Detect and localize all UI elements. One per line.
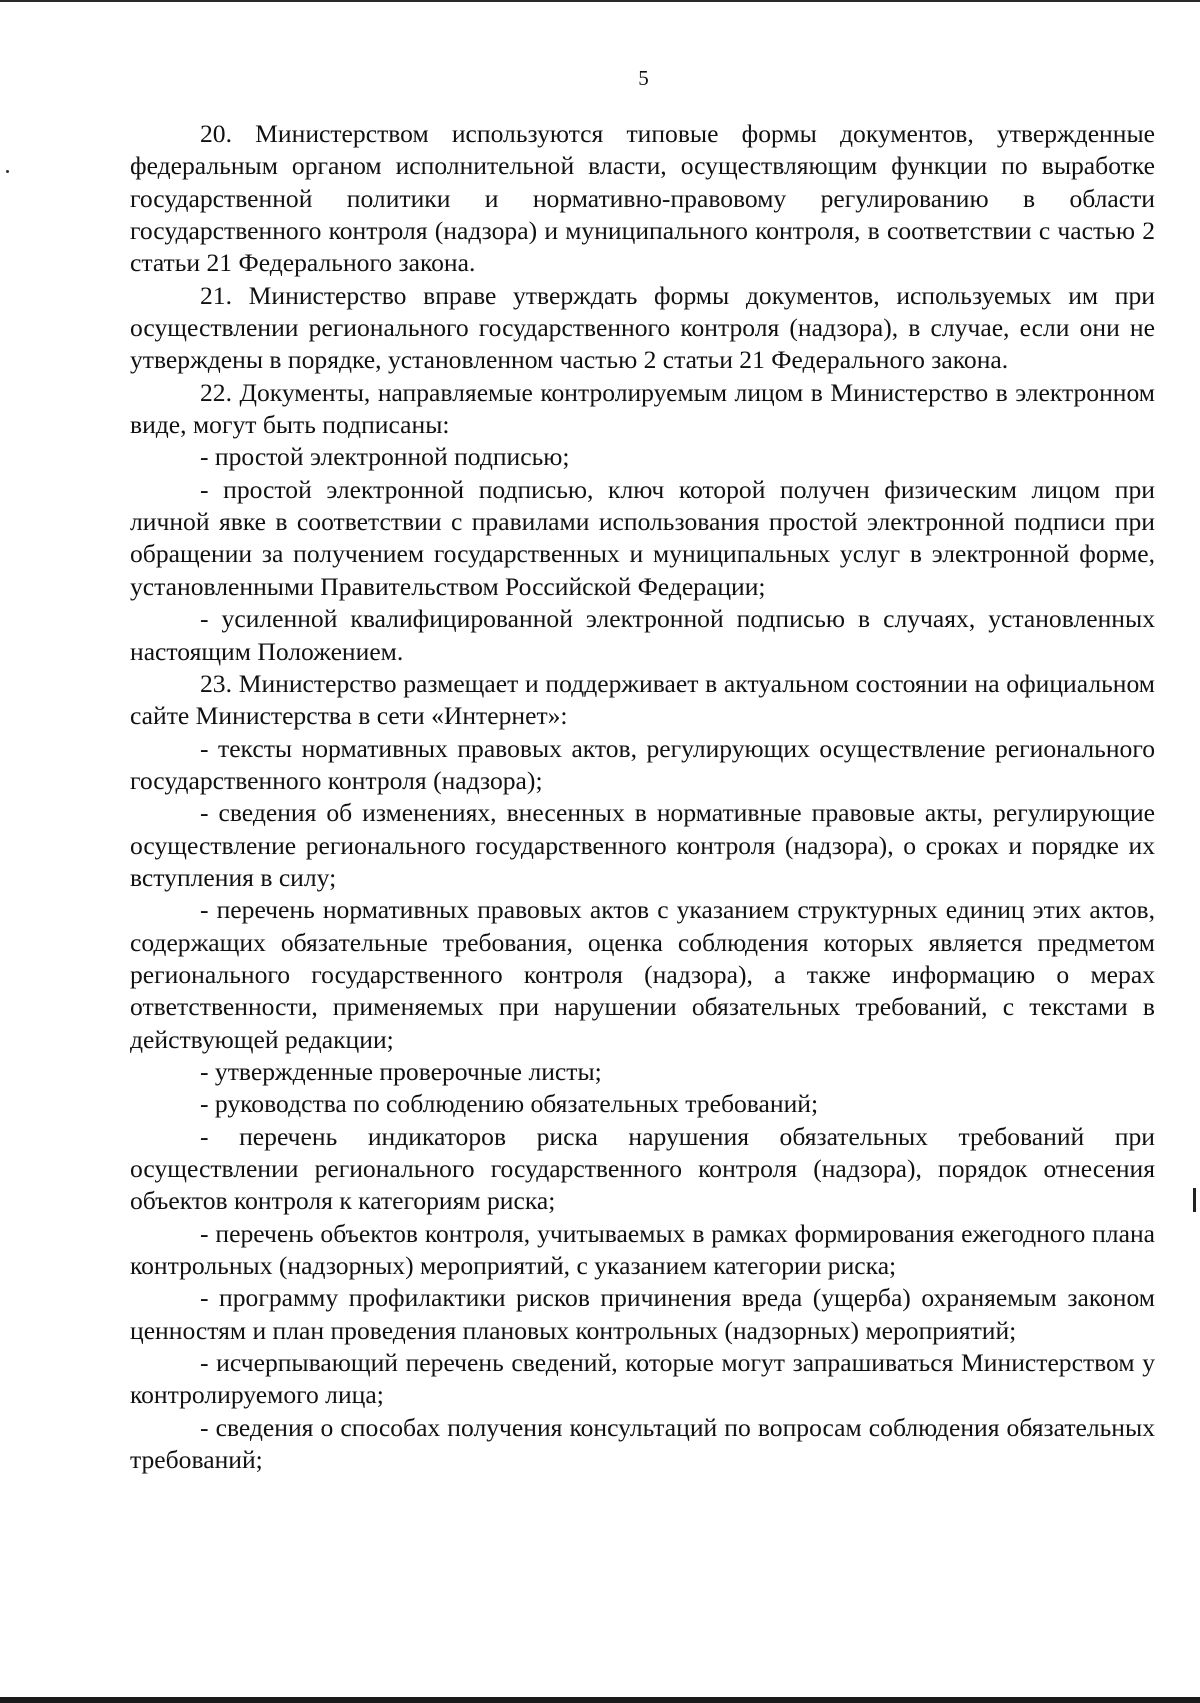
list-item: - исчерпывающий перечень сведений, которые могут запрашиваться Министерством у контролируемого лица; — [130, 1348, 1155, 1410]
list-item: - перечень объектов контроля, учитываемых в рамках формирования ежегодного плана контрольных (надзорных) мероприятий, с указанием категории риска; — [130, 1218, 1155, 1281]
scan-speck — [6, 170, 9, 173]
paragraph-23: 23. Министерство размещает и поддерживает в актуальном состоянии на официальном сайте Министерства в сети «Интернет»: — [130, 668, 1155, 731]
list-item: - руководства по соблюдению обязательных требований; — [200, 1089, 819, 1119]
list-item: - тексты нормативных правовых актов, регулирующих осуществление регионального государственного контроля (надзора); — [130, 733, 1155, 795]
list-item: - простой электронной подписью, ключ которой получен физическим лицом при личной явке в соответствии с правилами использования простой электронной подписи при обращении за получением государственных и муниципальных услуг в электронной форме, установленными Правительством Российской Федерации; — [130, 474, 1155, 601]
list-item: - сведения о способах получения консультаций по вопросам соблюдения обязательных требований; — [130, 1412, 1155, 1475]
scan-edge-mark — [1193, 1188, 1196, 1212]
document-body — [130, 118, 1155, 1476]
list-item: - программу профилактики рисков причинения вреда (ущерба) охраняемым законом ценностям и план проведения плановых контрольных (надзорных) мероприятий; — [130, 1283, 1155, 1345]
page-number: 5 — [638, 66, 649, 90]
paragraph-22: 22. Документы, направляемые контролируемым лицом в Министерство в электронном виде, могут быть подписаны: — [130, 377, 1155, 440]
list-item: - перечень индикаторов риска нарушения обязательных требований при осуществлении регионального государственного контроля (надзора), порядок отнесения объектов контроля к категориям риска; — [130, 1121, 1155, 1216]
scan-border-bottom — [0, 1697, 1200, 1703]
list-item: - перечень нормативных правовых актов с указанием структурных единиц этих актов, содержащих обязательные требования, оценка соблюдения которых является предметом регионального государственного контроля (надзора), а также информацию о мерах ответственности, применяемых при нарушении обязательных требований, с текстами в действующей редакции; — [130, 895, 1155, 1054]
list-item: - утвержденные проверочные листы; — [200, 1056, 602, 1086]
list-item: - усиленной квалифицированной электронной подписью в случаях, установленных настоящим Положением. — [130, 604, 1155, 666]
list-item: - сведения об изменениях, внесенных в нормативные правовые акты, регулирующие осуществление регионального государственного контроля (надзора), о сроках и порядке их вступления в силу; — [130, 798, 1155, 892]
paragraph-20: 20. Министерством используются типовые формы документов, утвержденные федеральным органом исполнительной власти, осуществляющим функции по выработке государственной политики и нормативно-правовому регулированию в области государственного контроля (надзора) и муниципального контроля, в соответствии с частью 2 статьи 21 Федерального закона. — [130, 119, 1155, 278]
scan-border-top — [0, 0, 1200, 2]
paragraph-21: 21. Министерство вправе утверждать формы документов, используемых им при осуществлении регионального государственного контроля (надзора), в случае, если они не утверждены в порядке, установленном частью 2 статьи 21 Федерального закона. — [130, 280, 1155, 375]
list-item: - простой электронной подписью; — [200, 442, 570, 472]
